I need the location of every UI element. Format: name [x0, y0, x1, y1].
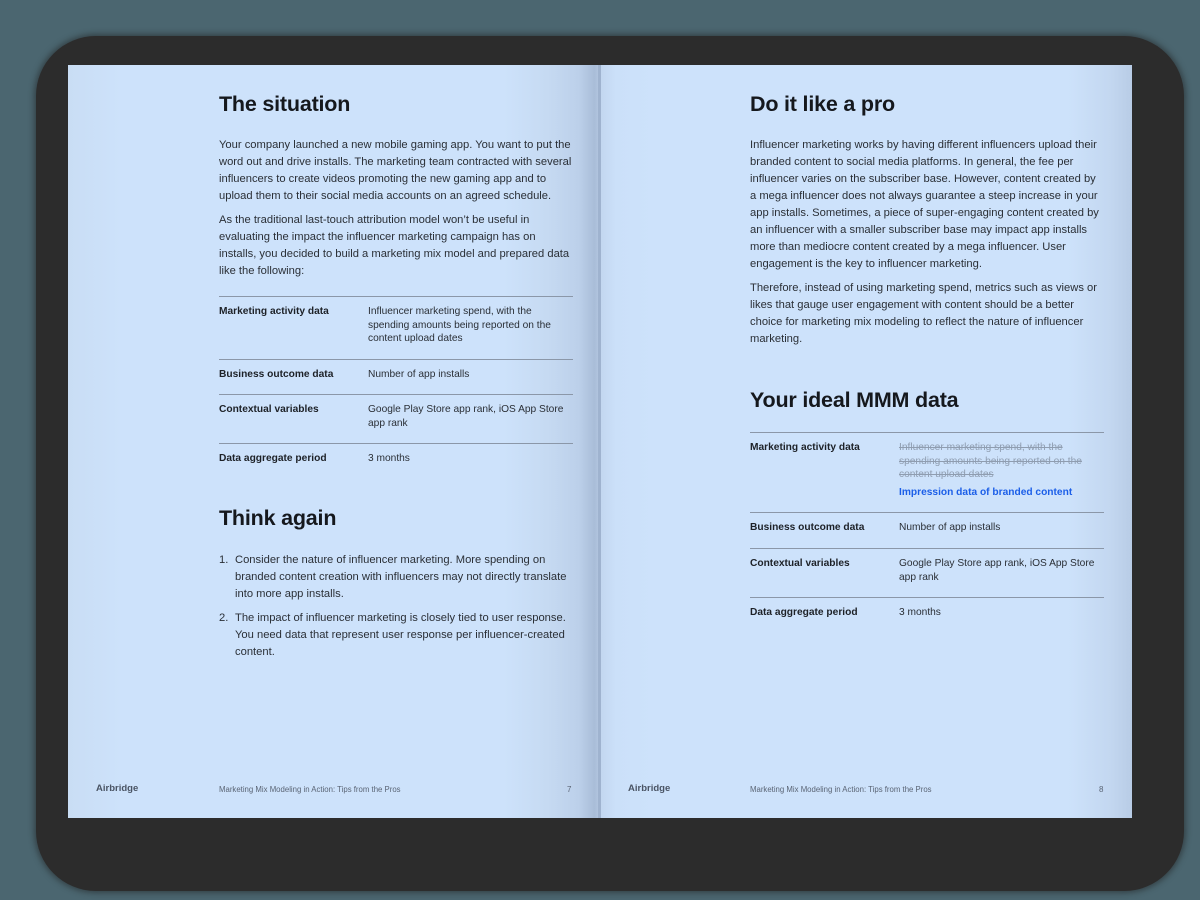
- row-value: 3 months: [368, 453, 410, 464]
- brand-logo-text: Airbridge: [628, 783, 671, 794]
- page-7-content: [219, 91, 574, 661]
- row-value: Number of app installs: [899, 522, 1001, 533]
- row-key: Marketing activity data: [219, 306, 329, 317]
- row-key: Marketing activity data: [750, 442, 860, 453]
- row-key: Contextual variables: [219, 404, 319, 415]
- page-number: 8: [1099, 785, 1104, 794]
- table-row: [219, 297, 573, 360]
- pro-paragraph-2: Therefore, instead of using marketing spend, metrics such as views or likes that gauge user engagement with content should be a better choice for marketing mix modeling to reflect the nature of influencer marketing.: [750, 282, 1097, 345]
- brand-logo-text: Airbridge: [96, 783, 139, 794]
- situation-paragraph-2: As the traditional last-touch attribution model won’t be useful in evaluating the impact the influencer marketing campaign has on installs, you decided to build a marketing mix model and prepared data like the following:: [219, 214, 570, 277]
- table-row: [750, 549, 1104, 598]
- page-number: 7: [567, 785, 572, 794]
- page-7: [68, 65, 600, 818]
- heading-the-situation: The situation: [219, 92, 351, 116]
- new-value-highlight: Impression data of branded content: [899, 486, 1073, 498]
- struck-old-value: Influencer marketing spend, with the spending amounts being reported on the content upload dates: [899, 442, 1082, 480]
- page-8-content: [750, 91, 1105, 620]
- heading-think-again: Think again: [219, 505, 337, 530]
- row-value: Google Play Store app rank, iOS App Store app rank: [368, 404, 564, 429]
- row-key: Business outcome data: [219, 369, 334, 380]
- think-again-list: [219, 552, 574, 661]
- row-key: Data aggregate period: [219, 453, 327, 464]
- page-7-footer: [68, 783, 600, 797]
- row-value: Google Play Store app rank, iOS App Store app rank: [899, 558, 1095, 583]
- situation-paragraph-1: Your company launched a new mobile gaming app. You want to put the word out and drive installs. The marketing team contracted with several influencers to create videos promoting the new gaming app and to upload them to their social media accounts on an agreed schedule.: [219, 139, 572, 202]
- table-row: [219, 395, 573, 444]
- current-data-table: [219, 296, 573, 466]
- heading-your-ideal-mmm-data: Your ideal MMM data: [750, 388, 959, 412]
- list-item: [219, 552, 574, 603]
- list-number: 1.: [219, 553, 229, 566]
- heading-do-it-like-a-pro: Do it like a pro: [750, 92, 895, 116]
- row-value: 3 months: [899, 607, 941, 618]
- list-number: 2.: [219, 611, 229, 624]
- row-key: Contextual variables: [750, 558, 850, 569]
- ideal-data-table: [750, 432, 1104, 620]
- page-8-footer: [600, 783, 1132, 797]
- footer-document-title: Marketing Mix Modeling in Action: Tips from the Pros: [750, 785, 932, 794]
- table-row: [750, 513, 1104, 549]
- spine-fold: [598, 65, 601, 818]
- page-8: [600, 65, 1132, 818]
- open-booklet: [68, 65, 1132, 818]
- row-value: Influencer marketing spend, with the spending amounts being reported on the content upload dates: [368, 306, 551, 344]
- list-item: [219, 610, 574, 661]
- table-row: [219, 360, 573, 395]
- row-key: Business outcome data: [750, 522, 865, 533]
- table-row: [750, 598, 1104, 620]
- list-text: The impact of influencer marketing is closely tied to user response. You need data that represent user response per influencer-created content.: [235, 611, 566, 658]
- table-row: [750, 433, 1104, 513]
- footer-document-title: Marketing Mix Modeling in Action: Tips from the Pros: [219, 785, 401, 794]
- row-value: Number of app installs: [368, 369, 470, 380]
- list-text: Consider the nature of influencer marketing. More spending on branded content creation with influencers may not directly translate into more app installs.: [235, 553, 567, 600]
- row-key: Data aggregate period: [750, 607, 858, 618]
- table-row: [219, 444, 573, 466]
- pro-paragraph-1: Influencer marketing works by having different influencers upload their branded content to social media platforms. In general, the fee per influencer varies on the subscriber base. However, content created by a mega influencer does not always guarantee a steep increase in your app installs. Sometimes, a piece of super-engaging content created by an influencer with a smaller subscriber base may impact app installs more than mediocre content created by a mega influencer. User engagement is the key to influencer marketing.: [750, 139, 1099, 270]
- row-value: [899, 433, 1104, 513]
